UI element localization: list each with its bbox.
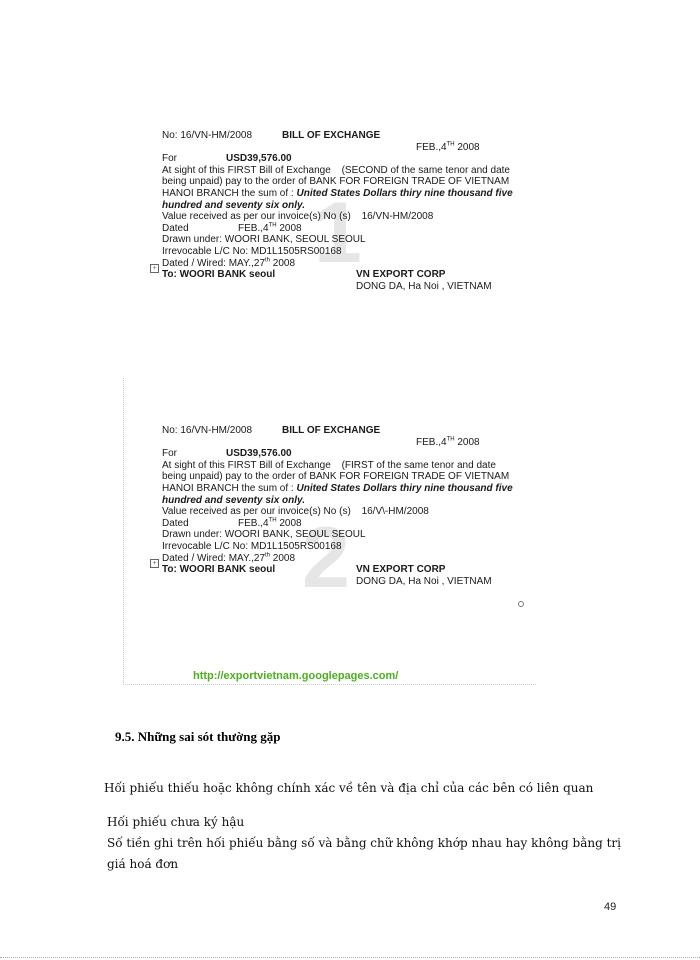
bill-pay-line: being unpaid) pay to the order of BANK FOR FOREIGN TRADE OF VIETNAM: [162, 176, 510, 188]
bill-tenor-text: (FIRST of the same tenor and date: [341, 459, 496, 471]
bill-dated-value: FEB.,4TH 2008: [238, 517, 302, 529]
bill-branch-line: HANOI BRANCH the sum of :: [162, 482, 294, 494]
bill-dated-label: Dated: [162, 517, 189, 529]
bill-to-bank: To: WOORI BANK seoul: [162, 564, 276, 576]
bill-value-line: Value received as per our invoice(s) No (s): [162, 506, 351, 518]
source-url[interactable]: http://exportvietnam.googlepages.com/: [193, 670, 399, 682]
bill-drawer-address: DONG DA, Ha Noi , VIETNAM: [356, 280, 492, 292]
bill-date: FEB.,4TH 2008: [416, 141, 480, 153]
bill-drawer: VN EXPORT CORP: [356, 564, 446, 576]
bill-sum-words-cont: hundred and seventy six only.: [162, 494, 305, 506]
expand-icon: +: [150, 264, 159, 273]
bill-watermark-number: 2: [302, 510, 350, 606]
bill-invoice-no: 16/VN-HM/2008: [361, 211, 434, 223]
page-bottom-divider: [0, 957, 700, 958]
paragraph-missing-names: Hối phiếu thiếu hoặc không chính xác về tên và địa chỉ của các bên có liên quan: [104, 781, 594, 795]
bill-drawer: VN EXPORT CORP: [356, 269, 446, 281]
circle-mark-icon: [518, 601, 524, 607]
bill-value-line: Value received as per our invoice(s) No (s): [162, 211, 351, 223]
bill-sight-line: At sight of this FIRST Bill of Exchange: [162, 164, 331, 176]
page-number: 49: [604, 901, 617, 913]
bill-invoice-no: 16/V\-HM/2008: [361, 506, 429, 518]
expand-icon: +: [150, 559, 159, 568]
bill-for-label: For: [162, 153, 177, 165]
bill-lc-number: Irrevocable L/C No: MD1L1505RS00168: [162, 540, 342, 552]
bill-sum-words: United States Dollars thiry nine thousand five: [296, 482, 513, 494]
bill-to-bank: To: WOORI BANK seoul: [162, 269, 276, 281]
section-heading: 9.5. Những sai sót thường gặp: [115, 729, 281, 744]
bill-dated-label: Dated: [162, 222, 189, 234]
bill-number: No: 16/VN-HM/2008: [162, 130, 253, 141]
bill-watermark-number: 1: [314, 185, 362, 281]
bill-of-exchange-1: [162, 130, 522, 292]
paragraph-not-endorsed: Hối phiếu chưa ký hậu: [107, 815, 245, 829]
bill-drawn-under: Drawn under: WOORI BANK, SEOUL SEOUL: [162, 529, 366, 541]
bill-pay-line: being unpaid) pay to the order of BANK FOR FOREIGN TRADE OF VIETNAM: [162, 471, 510, 483]
bill-sum-words: United States Dollars thiry nine thousand five: [296, 187, 513, 199]
bill-branch-line: HANOI BRANCH the sum of :: [162, 187, 294, 199]
bill-wired-date: Dated / Wired: MAY.,27th 2008: [162, 257, 296, 269]
bill-of-exchange-2: [162, 425, 522, 606]
paragraph-amount-mismatch-cont: giá hoá đơn: [107, 857, 179, 871]
paragraph-amount-mismatch: Số tiền ghi trên hối phiếu bằng số và bằng chữ không khớp nhau hay không bằng trị: [107, 836, 622, 850]
bill-dated-value: FEB.,4TH 2008: [238, 222, 302, 234]
bill-sight-line: At sight of this FIRST Bill of Exchange: [162, 459, 331, 471]
bill-lc-number: Irrevocable L/C No: MD1L1505RS00168: [162, 245, 342, 257]
bill-date: FEB.,4TH 2008: [416, 436, 480, 448]
bill-amount: USD39,576.00: [226, 153, 292, 165]
bill-heading: BILL OF EXCHANGE: [282, 425, 381, 436]
bill-drawn-under: Drawn under: WOORI BANK, SEOUL SEOUL: [162, 234, 366, 246]
bill-for-label: For: [162, 448, 177, 460]
bill-number: No: 16/VN-HM/2008: [162, 425, 253, 436]
bill-tenor-text: (SECOND of the same tenor and date: [341, 164, 510, 176]
bill-drawer-address: DONG DA, Ha Noi , VIETNAM: [356, 575, 492, 587]
bill-wired-date: Dated / Wired: MAY.,27th 2008: [162, 552, 296, 564]
bill-amount: USD39,576.00: [226, 448, 292, 460]
bill-heading: BILL OF EXCHANGE: [282, 130, 381, 141]
bill-sum-words-cont: hundred and seventy six only.: [162, 199, 305, 211]
